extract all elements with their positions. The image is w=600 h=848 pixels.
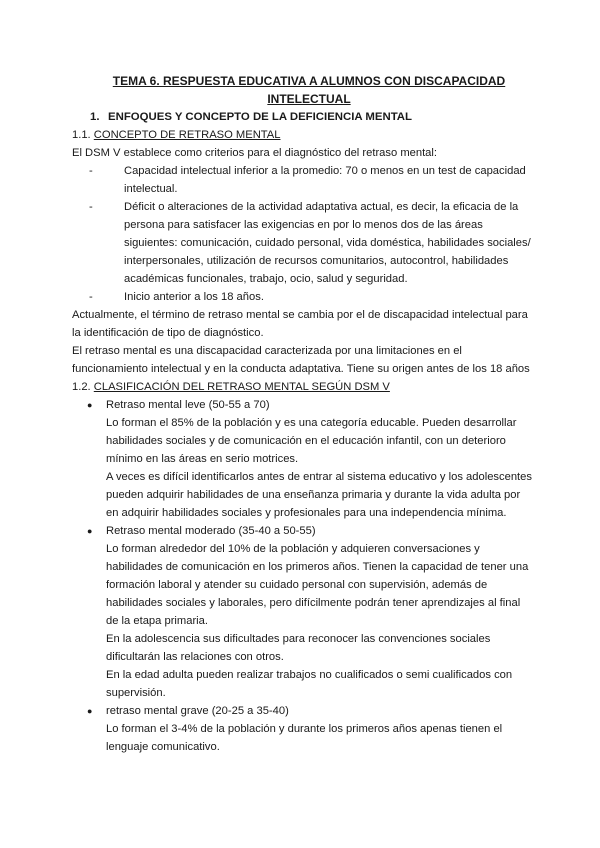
level-item-moderado xyxy=(72,522,532,702)
level-paragraph: En la adolescencia sus dificultades para reconocer las convenciones sociales dificultarán las relaciones con otros. xyxy=(106,633,491,663)
subsection-1-1-heading xyxy=(72,126,532,144)
criteria-text: Déficit o alteraciones de la actividad adaptativa actual, es decir, la eficacia de la persona para satisfacer las exigencias en por lo menos dos de las áreas siguientes: comunicación, cuidado personal, vida doméstica, habilidades sociales/ interpersonales, utilización de recursos comunitarios, autocontrol, habilidades académicas funcionales, trabajo, ocio, salud y seguridad. xyxy=(124,201,531,285)
level-paragraph: En la edad adulta pueden realizar trabajos no cualificados o semi cualificados con supervisión. xyxy=(106,669,513,699)
level-item-grave xyxy=(72,702,532,756)
subsection-1-1-number: 1.1. xyxy=(72,129,91,141)
document-page xyxy=(72,72,532,756)
level-paragraph: A veces es difícil identificarlos antes de entrar al sistema educativo y los adolescentes pueden adquirir habilidades de una enseñanza primaria y durante la vida adulta por en adquirir habilidades sociales y profesionales para una independencia mínima. xyxy=(106,471,532,519)
level-paragraph: Lo forman el 3-4% de la población y durante los primeros años apenas tienen el lenguaje comunicativo. xyxy=(106,723,503,753)
section-1-title: ENFOQUES Y CONCEPTO DE LA DEFICIENCIA MENTAL xyxy=(108,111,412,123)
section-1-heading xyxy=(90,108,532,126)
level-label: retraso mental grave (20-25 a 35-40) xyxy=(106,705,289,717)
subsection-1-2-heading xyxy=(72,378,532,396)
bullet-icon: ● xyxy=(87,526,93,536)
level-paragraph: Lo forman alrededor del 10% de la población y adquieren conversaciones y habilidades de comunicación en los primeros años. Tienen la capacidad de tener una formación laboral y atender su cuidado personal con supervisión, además de habilidades sociales y laborales, pero difícilmente podrán tener aprendizajes al final de la etapa primaria. xyxy=(106,543,529,627)
intro-paragraph: El DSM V establece como criterios para el diagnóstico del retraso mental: xyxy=(72,147,438,159)
level-item-leve xyxy=(72,396,532,522)
criteria-list xyxy=(72,162,532,306)
criteria-text: Capacidad intelectual inferior a la promedio: 70 o menos en un test de capacidad intelectual. xyxy=(124,165,526,195)
dash-marker: - xyxy=(89,291,93,303)
paragraph-definition: El retraso mental es una discapacidad caracterizada por una limitaciones en el funcionamiento intelectual y en la conducta adaptativa. Tiene su origen antes de los 18 años xyxy=(72,345,530,375)
subsection-1-2-title: CLASIFICACIÓN DEL RETRASO MENTAL SEGÚN DSM V xyxy=(93,381,390,393)
level-paragraph: Lo forman el 85% de la población y es una categoría educable. Pueden desarrollar habilidades sociales y de comunicación en el educación infantil, con un deterioro mínimo en las áreas en serio motrices. xyxy=(106,417,517,465)
criteria-item xyxy=(89,288,532,306)
dash-marker: - xyxy=(89,201,93,213)
classification-list xyxy=(72,396,532,756)
criteria-item xyxy=(89,162,532,198)
bullet-icon: ● xyxy=(87,400,93,410)
paragraph-terminology: Actualmente, el término de retraso mental se cambia por el de discapacidad intelectual para la identificación de tipo de diagnóstico. xyxy=(72,309,528,339)
level-label: Retraso mental moderado (35-40 a 50-55) xyxy=(106,525,316,537)
dash-marker: - xyxy=(89,165,93,177)
document-title: TEMA 6. RESPUESTA EDUCATIVA A ALUMNOS CON DISCAPACIDAD INTELECTUAL xyxy=(112,74,506,106)
subsection-1-1-title: CONCEPTO DE RETRASO MENTAL xyxy=(93,129,281,141)
criteria-item xyxy=(89,198,532,288)
level-label: Retraso mental leve (50-55 a 70) xyxy=(106,399,270,411)
criteria-text: Inicio anterior a los 18 años. xyxy=(124,291,264,303)
subsection-1-2-number: 1.2. xyxy=(72,381,91,393)
bullet-icon: ● xyxy=(87,706,93,716)
section-1-number: 1. xyxy=(90,111,100,123)
